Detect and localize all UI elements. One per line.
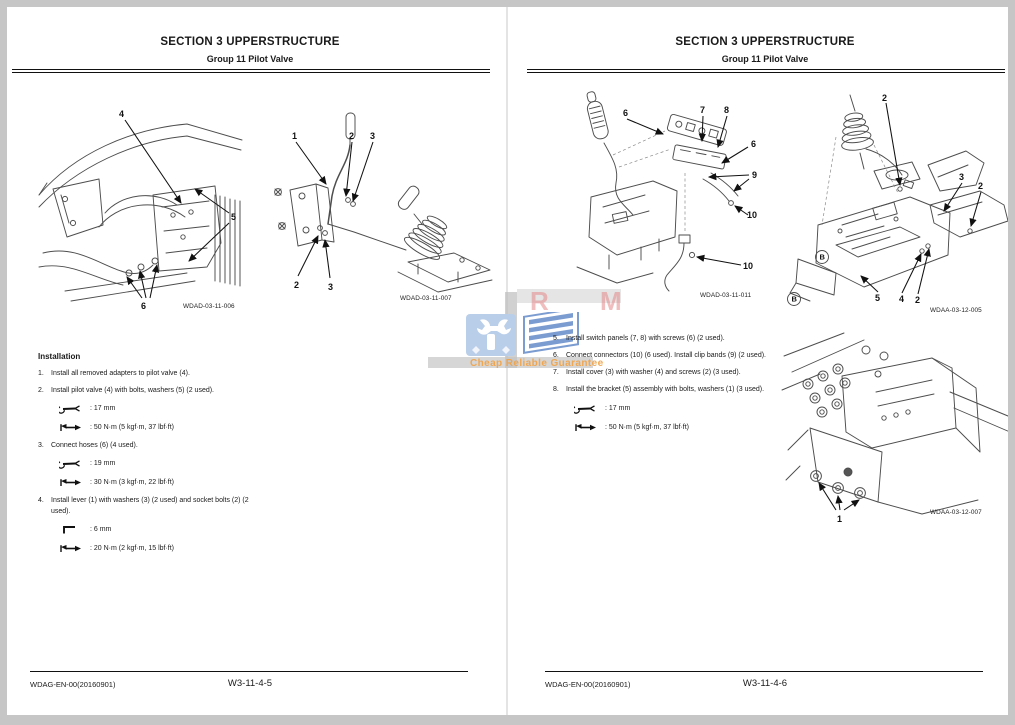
left-page-header bbox=[5, 36, 495, 64]
figure-switch-panel-exploded bbox=[555, 85, 770, 297]
callout-label: 10 bbox=[747, 210, 758, 220]
spec-row bbox=[574, 422, 771, 433]
page-number: W3-11-4-5 bbox=[227, 678, 273, 689]
figure-label: WDAD-03-11-007 bbox=[400, 295, 452, 302]
line-art bbox=[782, 333, 1010, 514]
step-text: Install all removed adapters to pilot valve (4). bbox=[51, 370, 190, 377]
doc-code: WDAG-EN-00(20160901) bbox=[545, 680, 631, 689]
spec-row bbox=[59, 543, 254, 554]
step-8 bbox=[553, 385, 771, 395]
figure-lever-assembly bbox=[256, 110, 493, 302]
spec-value: : 17 mm bbox=[605, 404, 631, 412]
wrench-icon bbox=[59, 458, 83, 469]
callout-label: 7 bbox=[700, 105, 706, 115]
section-title: SECTION 3 UPPERSTRUCTURE bbox=[675, 36, 855, 48]
callout-label: 4 bbox=[119, 109, 125, 119]
callout-label: 2 bbox=[882, 93, 888, 103]
callout-label: 1 bbox=[837, 514, 843, 524]
header-rule bbox=[12, 69, 490, 73]
section-title: SECTION 3 UPPERSTRUCTURE bbox=[160, 36, 340, 48]
callout-label-b: B bbox=[819, 252, 825, 262]
callout-label: 10 bbox=[743, 261, 754, 271]
step-text: Connect connectors (10) (6 used). Install clip bands (9) (2 used). bbox=[566, 352, 766, 360]
step-number: 5. bbox=[553, 335, 559, 342]
step-1 bbox=[38, 369, 254, 379]
callout-label: 5 bbox=[875, 293, 881, 303]
step-text: Install switch panels (7, 8) with screws (6) (2 used). bbox=[566, 335, 725, 342]
footer-rule bbox=[545, 671, 983, 672]
callout-label: 4 bbox=[899, 294, 905, 304]
torque-wrench-icon bbox=[59, 477, 83, 488]
step-number: 7. bbox=[553, 369, 559, 377]
callout-arrows bbox=[296, 142, 373, 278]
callout-label: 5 bbox=[231, 212, 237, 222]
step-2 bbox=[38, 386, 254, 396]
step-text: Connect hoses (6) (4 used). bbox=[51, 442, 138, 450]
callout-label: 2 bbox=[915, 295, 921, 305]
line-art bbox=[788, 95, 1009, 306]
step-text: Install cover (3) with washer (4) and screws (2) (3 used). bbox=[566, 369, 741, 377]
group-title: Group 11 Pilot Valve bbox=[721, 54, 809, 64]
step-number: 6. bbox=[553, 352, 559, 360]
figure-label: WDAA-03-12-005 bbox=[930, 307, 982, 314]
page-number: W3-11-4-6 bbox=[742, 678, 788, 689]
step-4 bbox=[38, 496, 254, 516]
callout-label: 2 bbox=[978, 181, 984, 191]
installation-steps-left bbox=[38, 352, 254, 562]
spec-row bbox=[59, 422, 254, 433]
torque-wrench-icon bbox=[59, 543, 83, 554]
spec-value: : 20 N·m (2 kgf·m, 15 lbf·ft) bbox=[90, 544, 175, 552]
step-number: 8. bbox=[553, 386, 559, 394]
wrench-icon bbox=[574, 403, 598, 414]
step-6 bbox=[553, 351, 771, 361]
step-3 bbox=[38, 441, 254, 451]
spec-value: : 6 mm bbox=[90, 525, 112, 533]
step-number: 2. bbox=[38, 387, 44, 395]
callout-label: 6 bbox=[141, 301, 147, 311]
step-number: 4. bbox=[38, 497, 44, 505]
installation-heading: Installation bbox=[38, 352, 81, 361]
step-text: Install pilot valve (4) with bolts, washers (5) (2 used). bbox=[51, 387, 215, 395]
callout-arrows bbox=[125, 120, 229, 298]
spec-row bbox=[59, 524, 254, 535]
spec-value: : 50 N·m (5 kgf·m, 37 lbf·ft) bbox=[605, 423, 690, 431]
footer-rule bbox=[30, 671, 468, 672]
step-text: Install the bracket (5) assembly with bolts, washers (1) (3 used). bbox=[566, 386, 765, 394]
callout-label: 3 bbox=[959, 172, 965, 182]
spec-value: : 50 N·m (5 kgf·m, 37 lbf·ft) bbox=[90, 424, 175, 432]
step-7 bbox=[553, 368, 771, 378]
step-text: Install lever (1) with washers (3) (2 used) and socket bolts (2) (2 used). bbox=[51, 497, 249, 515]
torque-wrench-icon bbox=[59, 422, 83, 433]
figure-label: WDAD-03-11-006 bbox=[183, 303, 235, 310]
callout-label: 3 bbox=[370, 131, 376, 141]
installation-steps-right bbox=[553, 334, 771, 441]
watermark-letters: R M bbox=[530, 286, 644, 316]
group-title: Group 11 Pilot Valve bbox=[206, 54, 294, 64]
spec-value: : 17 mm bbox=[90, 405, 116, 413]
hex-key-icon bbox=[59, 524, 83, 535]
callout-label: 2 bbox=[294, 280, 300, 290]
callout-label: 2 bbox=[349, 131, 355, 141]
figure-label: WDAD-03-11-011 bbox=[700, 292, 752, 299]
callout-arrows bbox=[819, 483, 859, 510]
torque-wrench-icon bbox=[574, 422, 598, 433]
spec-row bbox=[59, 477, 254, 488]
callout-label: 6 bbox=[623, 108, 629, 118]
doc-code: WDAG-EN-00(20160901) bbox=[30, 680, 116, 689]
callout-label: 3 bbox=[328, 282, 334, 292]
figure-bracket-installed bbox=[780, 330, 1011, 526]
callout-label: 9 bbox=[752, 170, 758, 180]
spec-value: : 30 N·m (3 kgf·m, 22 lbf·ft) bbox=[90, 479, 175, 487]
step-number: 3. bbox=[38, 442, 44, 450]
watermark-caption: Cheap Reliable Guarantee bbox=[470, 358, 604, 369]
right-page-header bbox=[520, 36, 1010, 64]
spec-row bbox=[59, 403, 254, 414]
figure-label: WDAA-03-12-007 bbox=[930, 509, 982, 516]
figure-console-cover-assembly bbox=[778, 85, 1011, 313]
step-5 bbox=[553, 334, 771, 344]
spec-value: : 19 mm bbox=[90, 460, 116, 468]
line-art bbox=[577, 90, 738, 291]
step-number: 1. bbox=[38, 370, 44, 377]
header-rule bbox=[527, 69, 1005, 73]
spec-row bbox=[574, 403, 771, 414]
line-art bbox=[275, 113, 492, 292]
callout-label: 8 bbox=[724, 105, 730, 115]
callout-label-b: B bbox=[791, 294, 797, 304]
wrench-icon bbox=[59, 403, 83, 414]
spec-row bbox=[59, 458, 254, 469]
callout-label: 1 bbox=[292, 131, 298, 141]
figure-pilot-valve-machine-view bbox=[35, 93, 245, 311]
callout-label: 6 bbox=[751, 139, 757, 149]
